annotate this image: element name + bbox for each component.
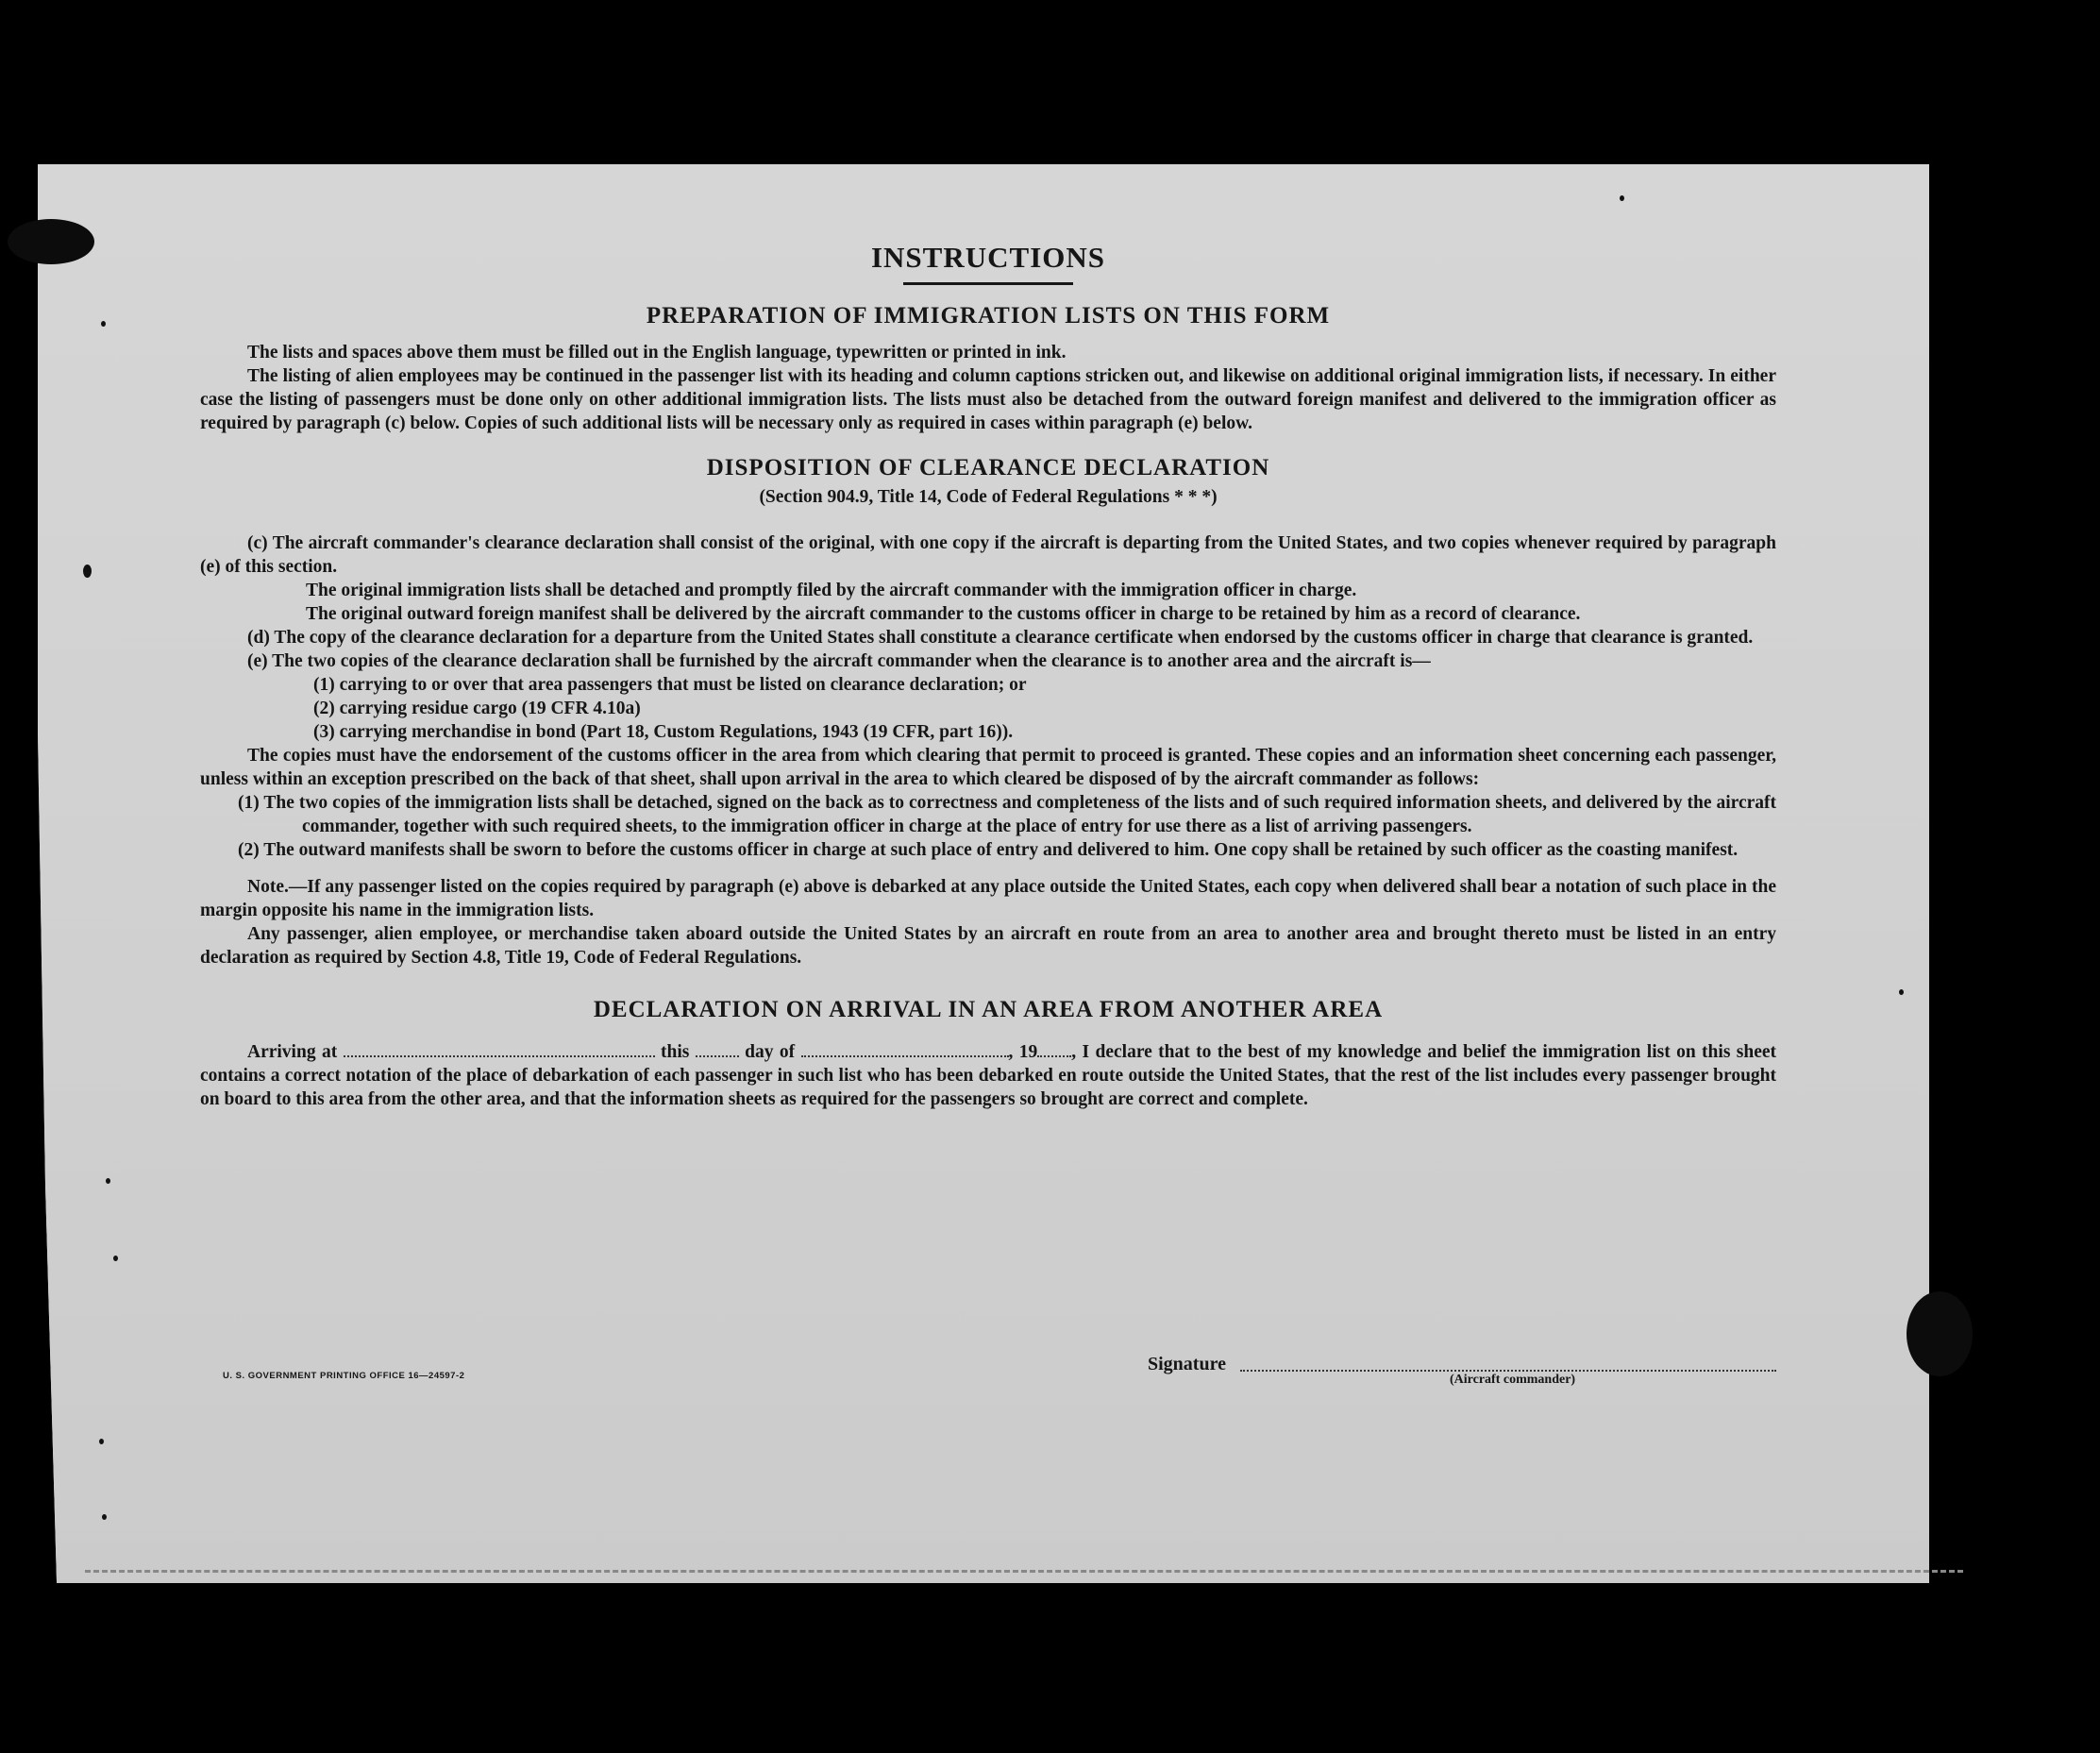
day-field[interactable]: [696, 1042, 739, 1057]
margin-mark: [101, 321, 106, 327]
paragraph-c: (c) The aircraft commander's clearance declaration shall consist of the original, with one copy if the aircraft is departing from the United States, and two copies whenever required by paragraph (e) of this section.: [200, 533, 1776, 577]
arriving-at-label: Arriving at: [247, 1042, 338, 1062]
printer-imprint: U. S. GOVERNMENT PRINTING OFFICE 16—24597-2: [223, 1371, 465, 1381]
section-heading-disposition: DISPOSITION OF CLEARANCE DECLARATION: [706, 455, 1270, 480]
section-heading-preparation: PREPARATION OF IMMIGRATION LISTS ON THIS FORM: [646, 303, 1331, 329]
margin-mark: [99, 1439, 104, 1444]
arrival-declaration: [200, 1040, 1776, 1111]
regulation-citation: (Section 904.9, Title 14, Code of Federal Regulations * * *): [759, 487, 1218, 507]
declaration-text: , I declare that to the best of my knowledge and belief the immigration list on this sheet contains a correct notation of the place of debarkation of each passenger in such list who has been debarked en route outside the United States, that the rest of the list includes every passenger brought on board to this area from the other area, and that the information sheets as required for the passengers so brought are correct and complete.: [200, 1042, 1777, 1109]
month-field[interactable]: [801, 1042, 1009, 1057]
title-rule: [903, 282, 1073, 285]
preparation-paragraph-2: The listing of alien employees may be continued in the passenger list with its heading and column captions stricken out, and likewise on additional original immigration lists, if necessary. In either case the listing of passengers must be done only on other additional immigration lists. The lists must also be detached from the outward foreign manifest and delivered to the immigration officer as required by paragraph (c) below. Copies of such additional lists will be necessary only as required in cases within paragraph (e) below.: [200, 366, 1776, 433]
margin-mark: [106, 1178, 110, 1184]
page-title: INSTRUCTIONS: [870, 241, 1105, 274]
note-paragraph: Note.—If any passenger listed on the copies required by paragraph (e) above is debarked at any place outside the United States, each copy when delivered shall bear a notation of such place in the margin opposite his name in the immigration lists.: [200, 877, 1776, 920]
section-heading-arrival: DECLARATION ON ARRIVAL IN AN AREA FROM ANOTHER AREA: [593, 997, 1384, 1022]
arriving-at-field[interactable]: [344, 1042, 655, 1057]
spacer: [200, 862, 1776, 875]
paragraph-e-item-2: (2) carrying residue cargo (19 CFR 4.10a): [313, 699, 641, 718]
ink-blot-right: [1907, 1291, 1973, 1376]
signature-field[interactable]: [1240, 1370, 1776, 1372]
ink-blot-top-left: [8, 219, 94, 264]
paragraph-e-item-3: (3) carrying merchandise in bond (Part 18, Custom Regulations, 1943 (19 CFR, part 16)).: [313, 722, 1014, 742]
margin-mark: [1899, 989, 1904, 995]
disposition-item-1: (1) The two copies of the immigration lists shall be detached, signed on the back as to correctness and completeness of the lists and of such required information sheets, and delivered by the aircraft commander, together with such required sheets, to the immigration officer in charge at the place of entry for use there as a list of arriving passengers.: [238, 793, 1776, 836]
copies-paragraph: The copies must have the endorsement of the customs officer in the area from which clearing that permit to proceed is granted. These copies and an information sheet concerning each passenger, unless within an exception prescribed on the back of that sheet, shall upon arrival in the area to which cleared be disposed of by the aircraft commander as follows:: [200, 746, 1776, 789]
day-of-label: day of: [745, 1042, 796, 1062]
paragraph-c-sub2: The original outward foreign manifest shall be delivered by the aircraft commander to the customs officer in charge to be retained by him as a record of clearance.: [306, 604, 1581, 624]
margin-mark: [113, 1256, 118, 1261]
margin-mark: [102, 1514, 107, 1520]
year-field[interactable]: [1037, 1042, 1071, 1057]
instructions-page: [200, 236, 1776, 1111]
disposition-item-2: (2) The outward manifests shall be sworn to before the customs officer in charge at such place of entry and delivered to him. One copy shall be retained by such officer as the coasting manifest.: [238, 840, 1739, 860]
paragraph-d: (d) The copy of the clearance declaration for a departure from the United States shall constitute a clearance certificate when endorsed by the customs officer in charge that clearance is granted.: [247, 628, 1754, 648]
year-prefix: , 19: [1008, 1042, 1038, 1062]
form-footer: [223, 1354, 1780, 1410]
this-label: this: [660, 1042, 690, 1062]
perforated-edge: [85, 1570, 1963, 1575]
signature-caption: (Aircraft commander): [1450, 1373, 1576, 1387]
margin-mark: [1620, 195, 1624, 201]
entry-declaration-paragraph: Any passenger, alien employee, or merchandise taken aboard outside the United States by an aircraft en route from an area to another area and brought thereto must be listed in an entry declaration as required by Section 4.8, Title 19, Code of Federal Regulations.: [200, 924, 1776, 968]
preparation-paragraph-1: The lists and spaces above them must be filled out in the English language, typewritten or printed in ink.: [247, 343, 1067, 362]
paragraph-e-item-1: (1) carrying to or over that area passengers that must be listed on clearance declaration; or: [313, 675, 1027, 695]
margin-mark: [83, 565, 92, 578]
signature-label: Signature: [1148, 1354, 1226, 1374]
paragraph-e: (e) The two copies of the clearance declaration shall be furnished by the aircraft commander when the clearance is to another area and the aircraft is—: [247, 651, 1431, 671]
paragraph-c-sub1: The original immigration lists shall be detached and promptly filed by the aircraft commander with the immigration officer in charge.: [306, 581, 1357, 600]
